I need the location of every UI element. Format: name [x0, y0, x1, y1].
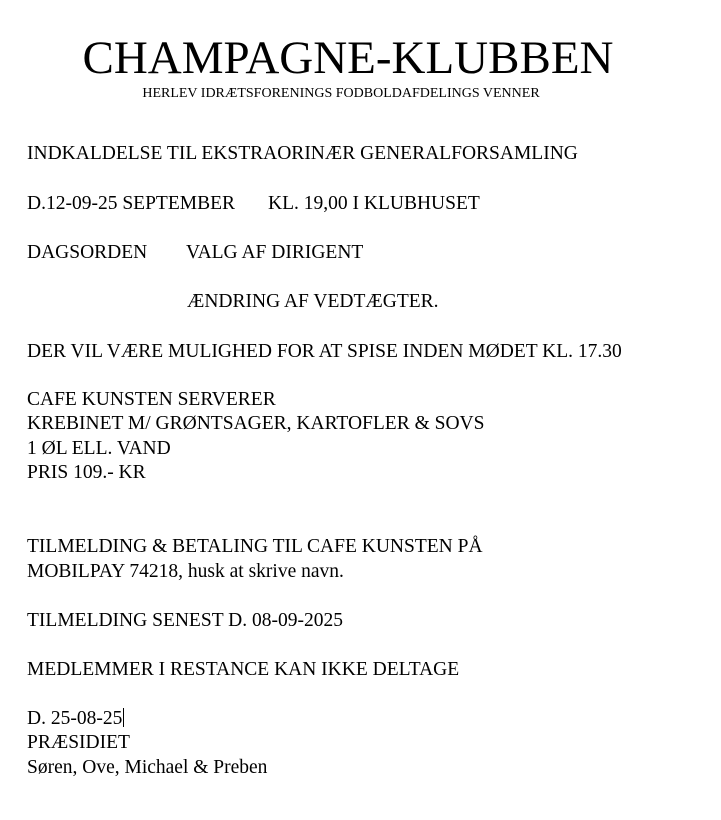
page-title: CHAMPAGNE-KLUBBEN — [82, 32, 614, 84]
registration-line: MOBILPAY 74218, husk at skrive navn. — [27, 561, 344, 582]
menu-line: KREBINET M/ GRØNTSAGER, KARTOFLER & SOVS — [27, 413, 485, 434]
restriction-note: MEDLEMMER I RESTANCE KAN IKKE DELTAGE — [27, 659, 460, 680]
menu-price: PRIS 109.- KR — [27, 462, 146, 483]
registration-deadline: TILMELDING SENEST D. 08-09-2025 — [27, 610, 343, 631]
agenda-item: ÆNDRING AF VEDTÆGTER. — [187, 291, 439, 312]
agenda-label: DAGSORDEN — [27, 242, 148, 263]
meeting-date: D.12-09-25 SEPTEMBER — [27, 193, 236, 214]
dinner-note: DER VIL VÆRE MULIGHED FOR AT SPISE INDEN MØDET KL. 17.30 — [27, 341, 622, 362]
meeting-line — [27, 192, 480, 216]
signature-group: PRÆSIDIET — [27, 732, 130, 753]
signature-names: Søren, Ove, Michael & Preben — [27, 757, 268, 778]
agenda-line — [27, 241, 147, 265]
signature-date-line[interactable] — [27, 707, 124, 731]
agenda-item: VALG AF DIRIGENT — [186, 242, 364, 263]
registration-line: TILMELDING & BETALING TIL CAFE KUNSTEN PÅ — [27, 536, 483, 557]
page-subtitle: HERLEV IDRÆTSFORENINGS FODBOLDAFDELINGS VENNER — [142, 86, 540, 101]
signature-date: D. 25-08-25 — [27, 708, 123, 729]
menu-line: CAFE KUNSTEN SERVERER — [27, 389, 276, 410]
text-cursor — [123, 708, 124, 727]
notice-heading: INDKALDELSE TIL EKSTRAORINÆR GENERALFORSAMLING — [27, 143, 578, 164]
meeting-time-place: KL. 19,00 I KLUBHUSET — [268, 193, 480, 214]
menu-line: 1 ØL ELL. VAND — [27, 438, 171, 459]
